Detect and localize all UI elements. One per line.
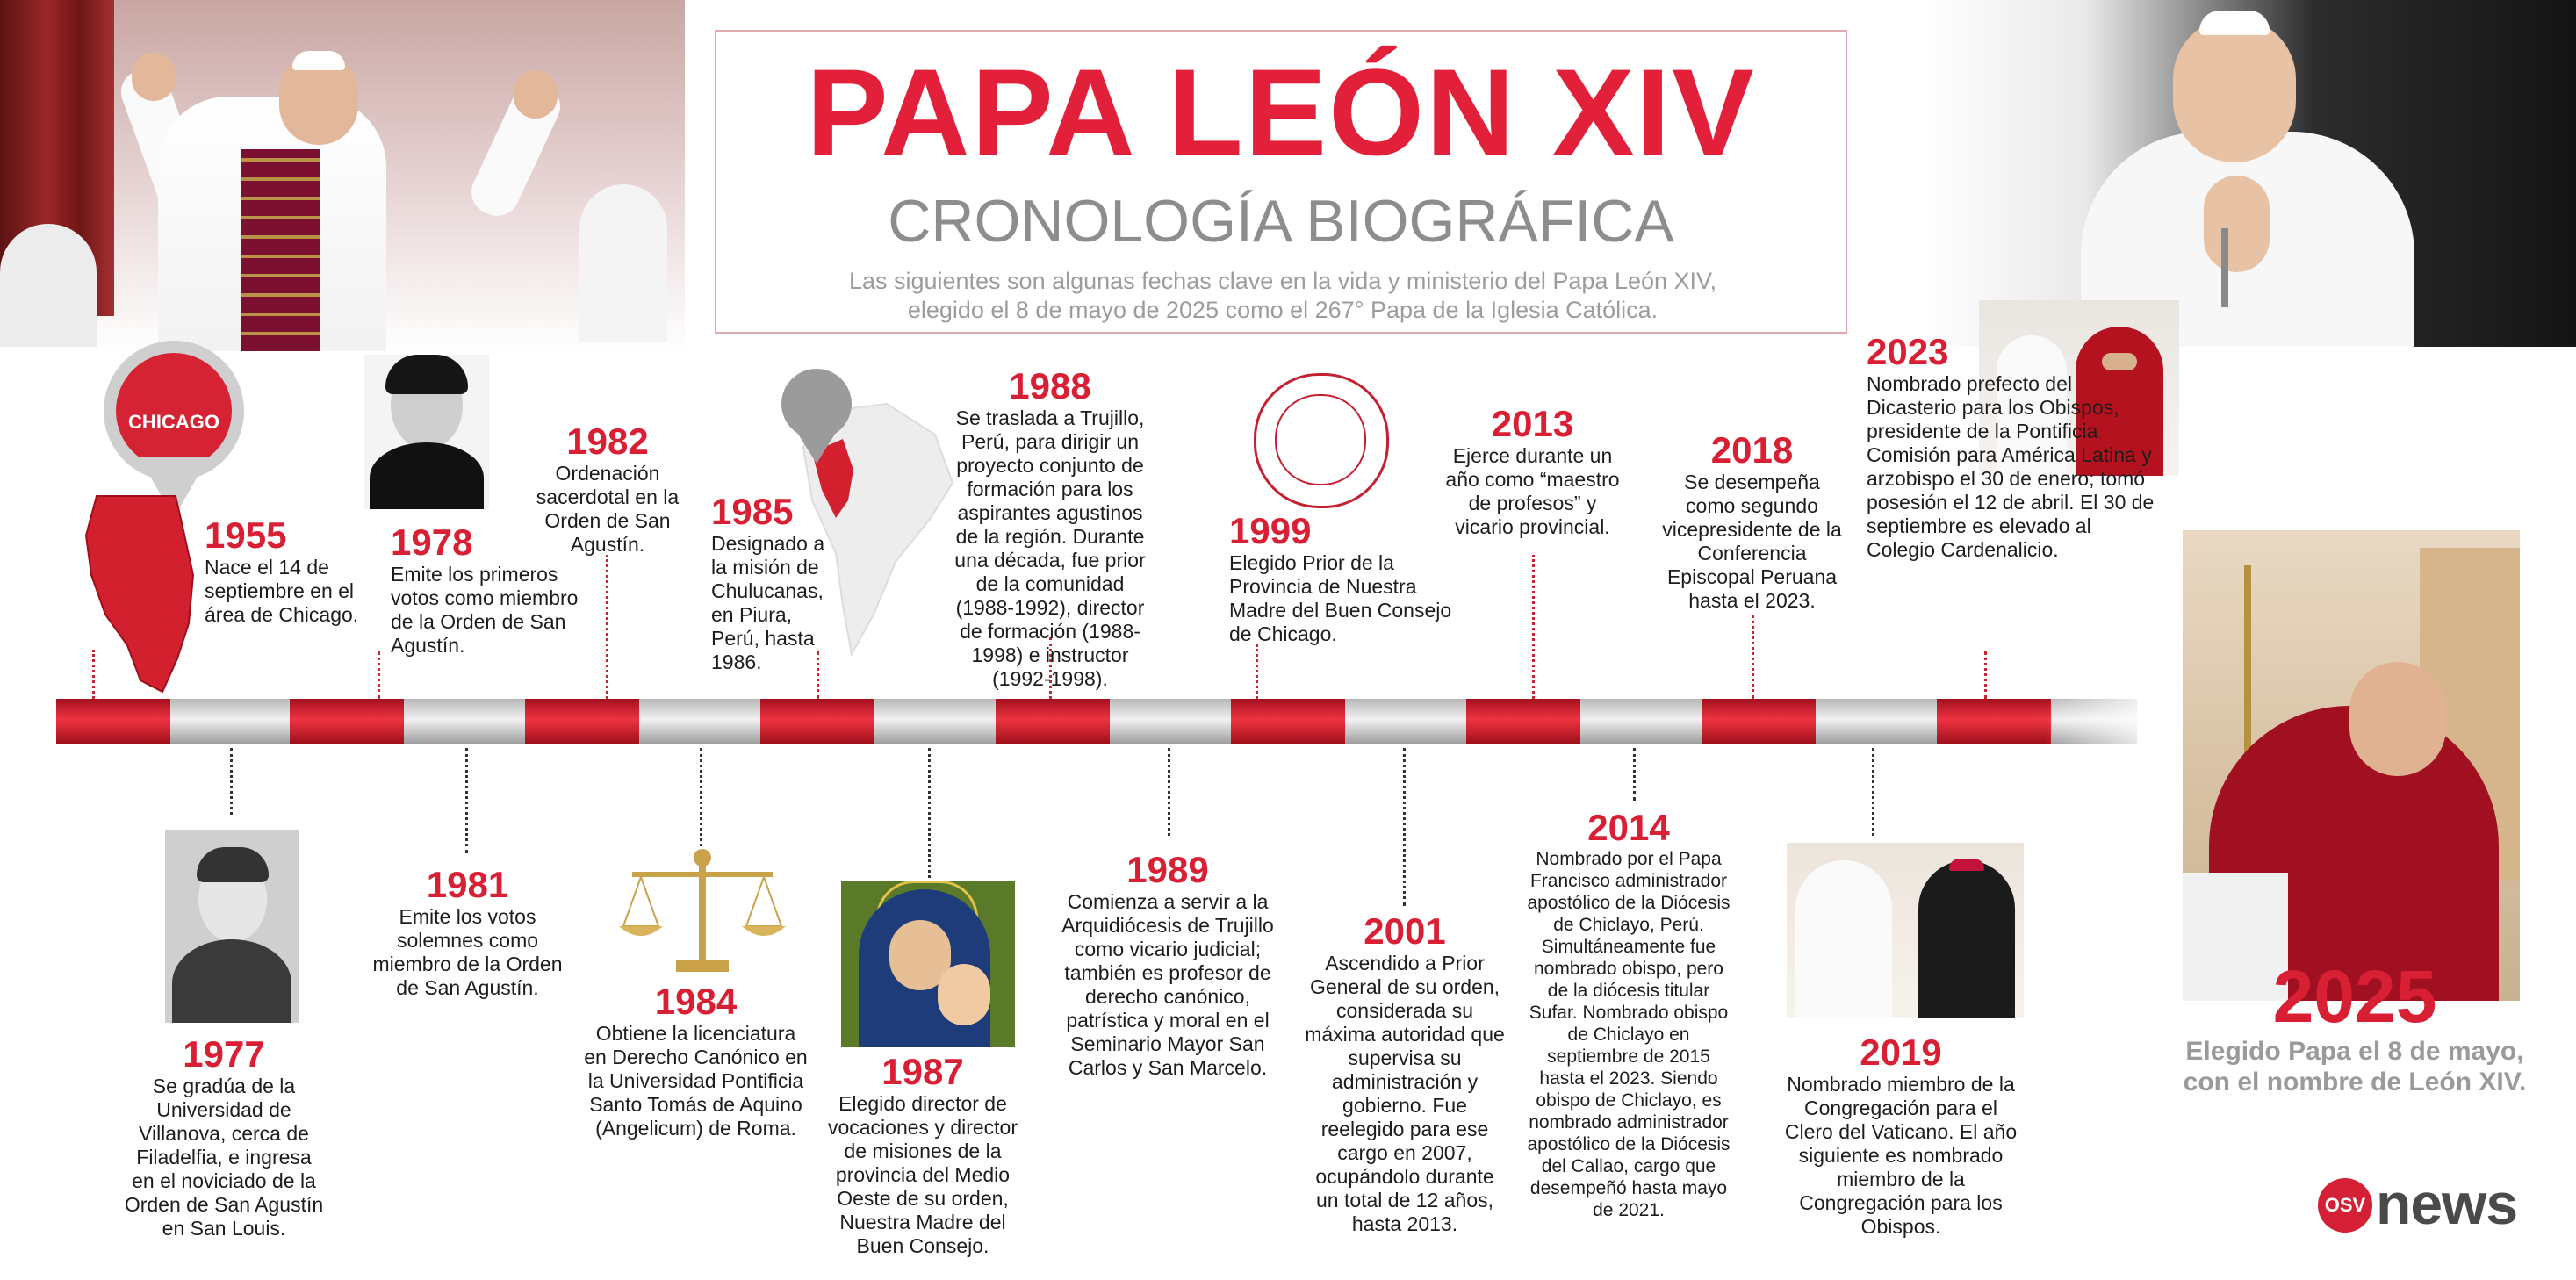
event-year: 1978 [391,521,473,563]
event-text: Elegido Papa el 8 de mayo, con el nombre de León XIV. [2183,1037,2527,1097]
event-2018 [1662,430,1842,613]
connector-1981 [465,748,468,853]
vatican-meeting-photo [1787,843,2024,1018]
event-2019 [1782,1032,2019,1239]
page-subtitle: CRONOLOGÍA BIOGRÁFICA [888,188,1674,255]
event-2001 [1304,911,1506,1236]
connector-2023 [1984,651,1987,699]
timeline-segment [996,699,1110,744]
event-1982 [529,421,686,557]
event-year: 2025 [2272,955,2437,1038]
event-1955 [205,515,363,627]
event-text: Se gradúa de la Universidad de Villanova, cerca de Filadelfia, e ingresa en el noviciado de la Orden de San Agustín en San Louis. [124,1075,324,1240]
connector-2013 [1532,555,1535,699]
timeline-segment [1937,699,2051,744]
chicago-pin-label: CHICAGO [128,411,219,433]
connector-1999 [1256,644,1258,699]
event-2013 [1438,404,1627,539]
event-2025 [2169,957,2541,1097]
event-text: Elegido Prior de la Provincia de Nuestra Madre del Buen Consejo de Chicago. [1229,551,1452,645]
event-year: 1999 [1229,510,1312,551]
connector-1984 [700,748,702,853]
event-1977 [123,1034,325,1240]
portrait-1978 [364,355,489,509]
event-text: Ordenación sacerdotal en la Orden de San Agustín. [536,462,680,556]
title-box [715,30,1847,334]
event-2023 [1867,332,2165,562]
event-year: 1977 [183,1033,265,1075]
intro-line-1: Las siguientes son algunas fechas clave en la vida y ministerio del Papa León XIV, [848,268,1717,294]
event-text: Se desempeña como segundo vicepresidente de la Conferencia Episcopal Peruana hasta el 2023. [1662,471,1842,612]
pope-2025-photo [2183,530,2520,1001]
timeline-segment [1702,699,1816,744]
event-year: 1984 [654,981,738,1022]
osv-badge: OSV [2318,1178,2372,1233]
connector-2001 [1403,748,1406,906]
connector-1978 [378,651,380,699]
intro-text [769,267,1796,325]
seal-heart-icon [1275,394,1366,485]
event-1981 [360,865,575,1000]
event-1984 [584,982,808,1140]
madonna-and-child-image [841,881,1015,1047]
connector-1989 [1168,748,1170,836]
event-text: Se traslada a Trujillo, Perú, para dirigir un proyecto conjunto de formación para los aspirantes agustinos de la región. Durante una década, fue prior de la comunidad (1988-1992), director de formación (1988-1998) e instructor (1992-1998). [954,406,1146,690]
event-text: Nombrado miembro de la Congregación para el Clero del Vaticano. El año siguiente es nombrado miembro de la Congregación para los Obispos. [1784,1073,2018,1238]
pope-praying-photo [1923,0,2576,347]
scales-of-justice-icon [615,847,790,979]
event-1999 [1229,511,1466,646]
event-text: Emite los votos solemnes como miembro de la Orden de San Agustín. [372,905,563,999]
event-1985 [711,492,843,674]
event-year: 1987 [881,1051,964,1092]
connector-2014 [1633,748,1636,801]
event-year: 1955 [205,514,287,556]
event-1989 [1058,850,1277,1080]
timeline-segment [1231,699,1345,744]
event-1987 [823,1052,1023,1258]
event-year: 2014 [1587,807,1670,848]
event-text: Ejerce durante un año como “maestro de profesos” y vicario provincial. [1445,444,1620,538]
intro-line-2: elegido el 8 de mayo de 2025 como el 267° Papa de la Iglesia Católica. [907,297,1659,323]
event-1988 [950,366,1150,691]
event-text: Elegido director de vocaciones y director de misiones de la provincia del Medio Oeste de su orden, Nuestra Madre del Buen Consejo. [827,1092,1018,1257]
event-year: 1989 [1126,849,1209,890]
timeline-segment [1466,699,1580,744]
event-year: 1988 [1009,365,1091,406]
pope-balcony-photo [0,0,685,351]
event-2014 [1523,808,1734,1221]
timeline-segment [760,699,874,744]
event-text: Nace el 14 de septiembre en el área de Chicago. [205,556,359,626]
event-text: Nombrado prefecto del Dicasterio para los Obispos, presidente de la Pontificia Comisión para América Latina y arzobispo el 30 de enero; tomó posesión el 12 de abril. El 30 de septiembre es elevado al Colegio Cardenalicio. [1867,372,2155,561]
event-text: Comienza a servir a la Arquidiócesis de Trujillo como vicario judicial; también es profesor de derecho canónico, patrística y moral en el Seminario Mayor San Carlos y San Marcelo. [1061,890,1274,1079]
connector-1987 [928,748,931,878]
event-year: 2018 [1710,429,1794,471]
illinois-map-icon [79,492,202,694]
timeline-segment [56,699,170,744]
timeline-segment [525,699,639,744]
connector-1982 [606,555,608,699]
connector-1955 [92,650,95,699]
event-text: Nombrado por el Papa Francisco administrador apostólico de la Diócesis de Chiclayo, Perú. Simultáneamente fue nombrado obispo, pero de la diócesis titular Sufar. Nombrado obispo de Chiclayo en septiembre de 2015 hasta el 2023. Siendo obispo de Chiclayo, es nombrado administrador apostólico de la Diócesis del Callao, cargo que desempeñó hasta mayo de 2021. [1527,849,1731,1220]
event-year: 2019 [1860,1032,1942,1073]
timeline-segment [290,699,404,744]
event-text: Emite los primeros votos como miembro de la Orden de San Agustín. [391,563,579,657]
event-year: 2013 [1491,403,1574,444]
event-text: Obtiene la licenciatura en Derecho Canónico en la Universidad Pontificia Santo Tomás de Aquino (Angelicum) de Roma. [584,1022,808,1140]
event-year: 2001 [1364,910,1446,952]
event-year: 1982 [566,421,649,462]
event-year: 2023 [1867,331,1949,372]
logo-word: news [2376,1171,2518,1236]
connector-2018 [1752,615,1754,699]
page-title: PAPA LEÓN XIV [806,43,1756,181]
portrait-1977 [165,830,299,1023]
connector-1977 [230,748,233,815]
timeline-fade [2046,699,2169,744]
event-text: Ascendido a Prior General de su orden, considerada su máxima autoridad que supervisa su administración y gobierno. Fue reelegido para ese cargo en 2007, ocupándolo durante un total de 12 años, hasta 2013. [1305,952,1505,1235]
event-text: Designado a la misión de Chulucanas, en Piura, Perú, hasta 1986. [711,532,825,673]
event-year: 1981 [426,864,509,905]
connector-2019 [1872,748,1874,836]
event-year: 1985 [711,491,794,532]
peru-pin-tip-icon [795,428,838,464]
